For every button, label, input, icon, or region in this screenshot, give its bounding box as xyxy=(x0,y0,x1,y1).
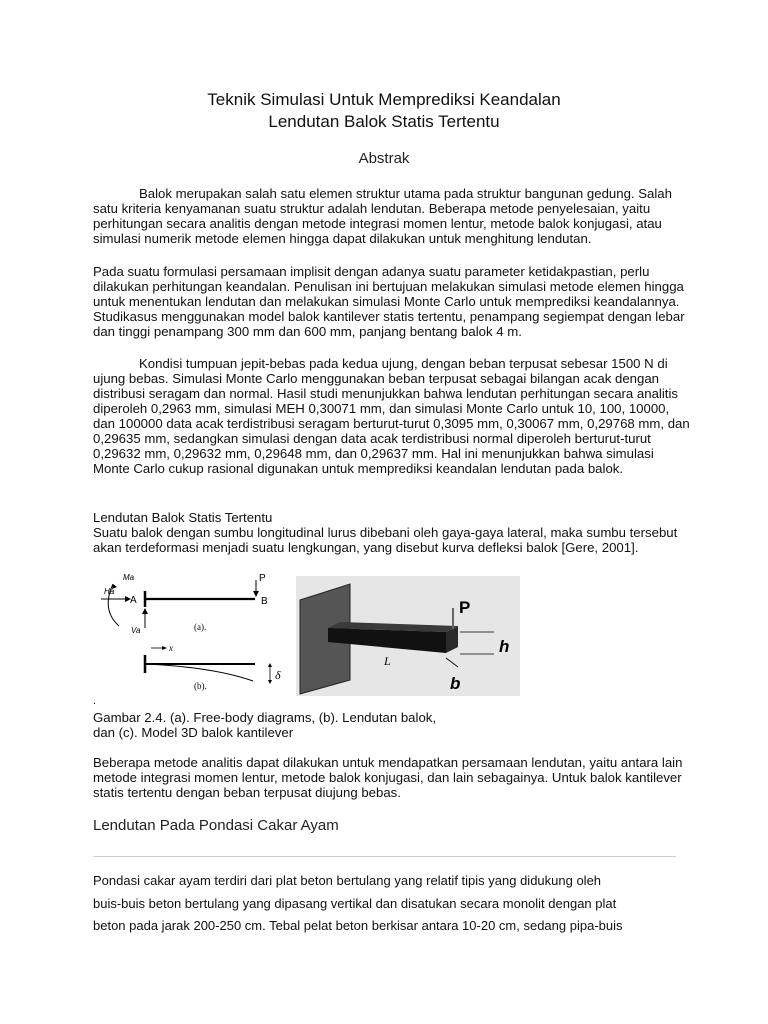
deflection-curve xyxy=(145,664,253,681)
title-line-2: Lendutan Balok Statis Tertentu xyxy=(268,112,500,131)
section-2-line-2: buis-buis beton bertulang yang dipasang vertikal dan disatukan secara monolit dengan plat xyxy=(93,896,617,911)
section-1-text: Suatu balok dengan sumbu longitudinal lurus dibebani oleh gaya-gaya lateral, maka sumbu tersebut akan terdeformasi menjadi suatu lengkungan, yang disebut kurva defleksi balok [Gere, 2001]. xyxy=(93,525,678,555)
label-b: B xyxy=(261,596,268,607)
title-line-1: Teknik Simulasi Untuk Memprediksi Keandalan xyxy=(207,90,561,109)
fbd-diagram xyxy=(93,570,293,700)
label-height-h: h xyxy=(499,637,510,656)
abstract-paragraph-2: Pada suatu formulasi persamaan implisit dengan adanya suatu parameter ketidakpastian, perlu dilakukan perhitungan keandalan. Penulisan ini bertujuan melakukan simulasi metode elemen hingga untuk menentukan lendutan dan melakukan simulasi Monte Carlo untuk memprediksi keandalannya. Studikasus menggunakan model balok kantilever statis tertentu, penampang segiempat dengan lebar dan tinggi penampang 300 mm dan 600 mm, panjang bentang balok 4 m. xyxy=(93,264,685,339)
label-b-caption: (b). xyxy=(194,681,207,691)
label-length-l: L xyxy=(384,654,391,668)
section-1-continued: Beberapa metode analitis dapat dilakukan untuk mendapatkan persamaan lendutan, yaitu antara lain metode integrasi momen lentur, metode balok konjugasi, dan lain sebagainya. Untuk balok kantilever statis tertentu dengan beban terpusat diujung bebas. xyxy=(93,755,683,800)
figure-caption-line-1: Gambar 2.4. (a). Free-body diagrams, (b). Lendutan balok, xyxy=(93,710,437,725)
figure-dot: . xyxy=(93,695,97,707)
abstract-paragraph-3: Kondisi tumpuan jepit-bebas pada kedua ujung, dengan beban terpusat sebesar 1500 N di ujung bebas. Simulasi Monte Carlo menggunakan beban terpusat sebagai bilangan acak dengan distribusi seragam dan normal. Hasil studi menunjukkan bahwa lendutan perhitungan secara analitis diperoleh 0,2963 mm, simulasi MEH 0,30071 mm, dan simulasi Monte Carlo untuk 10, 100, 10000, dan 100000 data acak terdistribusi seragam berturut-turut 0,3095 mm, 0,30067 mm, 0,29768 mm, dan 0,29635 mm, sedangkan simulasi dengan data acak terdistribusi normal diperoleh berturut-turut 0,29632 mm, 0,29632 mm, 0,29648 mm, dan 0,29637 mm. Hal ini menunjukkan bahwa simulasi Monte Carlo cukup rasional digunakan untuk memprediksi keandalan lendutan pada balok. xyxy=(93,356,690,476)
x-axis-arrowhead xyxy=(162,646,167,650)
va-arrowhead xyxy=(142,608,148,614)
cantilever-3d-model xyxy=(296,576,520,696)
label-a: A xyxy=(130,595,137,606)
label-delta: δ xyxy=(275,668,281,682)
section-heading-pondasi: Lendutan Pada Pondasi Cakar Ayam xyxy=(93,817,339,834)
label-p: P xyxy=(259,573,266,584)
label-width-b: b xyxy=(450,674,461,693)
label-load-p: P xyxy=(459,598,471,617)
label-x: x xyxy=(169,643,173,653)
label-ha: Ha xyxy=(104,587,115,596)
label-a-caption: (a). xyxy=(194,622,207,632)
label-va: Va xyxy=(131,626,141,635)
section-2-line-1: Pondasi cakar ayam terdiri dari plat beton bertulang yang relatif tipis yang didukung oleh xyxy=(93,873,602,888)
figure-caption-line-2: dan (c). Model 3D balok kantilever xyxy=(93,725,294,740)
document-title xyxy=(0,89,768,133)
section-divider xyxy=(93,856,676,857)
label-ma: Ma xyxy=(123,573,135,582)
section-heading-lendutan-balok: Lendutan Balok Statis Tertentu xyxy=(93,510,273,525)
abstract-heading: Abstrak xyxy=(358,150,410,167)
section-2-line-3: beton pada jarak 200-250 cm. Tebal pelat beton berkisar antara 10-20 cm, sedang pipa-buis xyxy=(93,918,623,933)
abstract-paragraph-1: Balok merupakan salah satu elemen struktur utama pada struktur bangunan gedung. Salah satu kriteria kenyamanan suatu struktur adalah lendutan. Beberapa metode penyelesaian, yaitu perhitungan secara analitis dengan metode integrasi momen lentur, metode balok konjugasi, atau simulasi numerik metode elemen hingga dapat dilakukan untuk menghitung lendutan. xyxy=(93,186,672,246)
p-arrowhead xyxy=(253,591,259,597)
